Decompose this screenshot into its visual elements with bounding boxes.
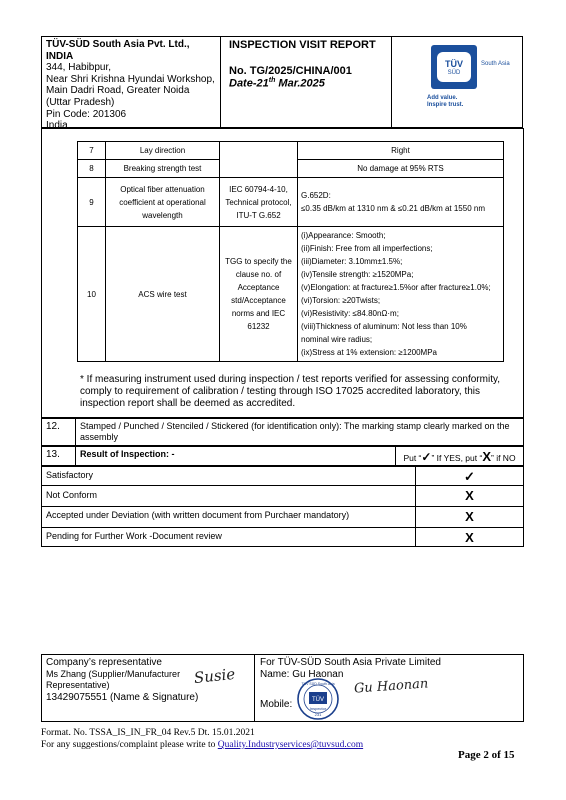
format-footer: [41, 727, 363, 751]
report-number: No. TG/2025/CHINA/001: [229, 65, 352, 77]
mobile-label: Mobile:: [260, 699, 293, 710]
inspector-stamp: [296, 677, 340, 721]
tuv-rep-cell: [256, 655, 523, 721]
signature: Susie: [193, 664, 237, 688]
test-item: Lay direction: [106, 142, 220, 160]
table-row: [78, 142, 504, 160]
x-mark: X: [465, 488, 474, 503]
company-rep-cell: [42, 655, 255, 721]
logo-block: [391, 36, 523, 128]
svg-text:TÜV: TÜV: [312, 697, 324, 703]
issuer-address-block: [41, 36, 221, 132]
svg-text:TÜV SÜD South Asia: TÜV SÜD South Asia: [301, 682, 335, 686]
svg-text:231: 231: [314, 712, 322, 717]
section-12-row: [41, 418, 524, 446]
test-standard: TGG to specify the clause no. of Acceptance std/Acceptance norms and IEC 61232: [220, 227, 298, 362]
test-requirement: G.652D: ≤0.35 dB/km at 1310 nm & ≤0.21 dB/km at 1550 nm: [298, 178, 504, 227]
result-legend: Put “✓” If YES, put “X” if NO: [403, 449, 516, 464]
signature: Gu Haonan: [353, 676, 429, 697]
test-requirement: (i)Appearance: Smooth; (ii)Finish: Free from all imperfections; (iii)Diameter: 3.10mm±1.5%; (iv)Tensile strength: ≥1520MPa; (v)Elongation: at fracture≥1.5%or after fracture≥1.0%; (vi)Torsion: ≥20Twists; (vi)Resistivity: ≤84.80nΩ·m; (viii)Thickness of aluminum: Not less than 10% nominal wire radius; (ix)Stress at 1% extension: ≥1200MPa: [298, 227, 504, 362]
result-option-label: Pending for Further Work -Document review: [42, 528, 416, 546]
company-name: TÜV-SÜD South Asia Pvt. Ltd., INDIA: [46, 39, 190, 62]
signature-box: [41, 654, 524, 722]
test-requirement: No damage at 95% RTS: [298, 160, 504, 178]
complaint-email-link[interactable]: Quality.Industryservices@tuvsud.com: [217, 740, 364, 750]
address-line: Main Dadri Road, Greater Noida: [46, 85, 190, 97]
result-option-label: Accepted under Deviation (with written document from Purchaer mandatory): [42, 507, 416, 527]
test-item: Optical fiber attenuation coefficient at operational wavelength: [106, 178, 220, 227]
report-date: Date-21th Mar.2025: [229, 77, 325, 90]
check-mark: ✓: [464, 469, 475, 484]
result-row: [41, 466, 524, 486]
section-number: 12.: [42, 419, 76, 445]
section-12-text: Stamped / Punched / Stenciled / Stickered (for identification only): The marking stamp clearly marked on the assembly: [80, 421, 510, 442]
x-mark: X: [465, 509, 474, 524]
page-number: Page 2 of 15: [458, 749, 515, 761]
company-rep-label: Company’s representative: [46, 657, 162, 668]
section-13-row: [41, 446, 524, 466]
row-no: 10: [78, 227, 106, 362]
table-row: [78, 227, 504, 362]
test-item: ACS wire test: [106, 227, 220, 362]
address-line: India: [46, 120, 68, 132]
row-no: 9: [78, 178, 106, 227]
table-row: [78, 178, 504, 227]
test-requirement: Right: [298, 142, 504, 160]
address-line: (Uttar Pradesh): [46, 96, 115, 108]
test-standard: [220, 142, 298, 178]
test-item: Breaking strength test: [106, 160, 220, 178]
svg-text:Inspector: Inspector: [309, 706, 327, 711]
tuv-rep-name: Name: Gu Haonan: [260, 668, 344, 680]
row-no: 7: [78, 142, 106, 160]
rep-phone: 13429075551 (Name & Signature): [46, 691, 199, 703]
rep-role: Representative): [46, 680, 110, 690]
row-no: 8: [78, 160, 106, 178]
result-row: [41, 506, 524, 528]
address-line: 344, Habibpur,: [46, 62, 112, 74]
report-title-block: [220, 36, 392, 128]
tuv-rep-label: For TÜV-SÜD South Asia Private Limited: [260, 657, 441, 668]
format-number: Format. No. TSSA_IS_IN_FR_04 Rev.5 Dt. 15.01.2021: [41, 728, 255, 738]
rep-name: Ms Zhang (Supplier/Manufacturer: [46, 668, 181, 679]
report-title: INSPECTION VISIT REPORT: [229, 39, 376, 51]
x-mark: X: [465, 530, 474, 545]
test-table: [77, 141, 504, 362]
test-standard: IEC 60794-4-10, Technical protocol, ITU-T G.652: [220, 178, 298, 227]
accreditation-note: * If measuring instrument used during inspection / test reports verified for assessing conformity, comply to requirement of calibration / testing through ISO 17025 accredited laboratory, this inspection report shall be deemed as accredited.: [80, 374, 501, 409]
address-line: Near Shri Krishna Hyundai Workshop,: [46, 73, 215, 85]
result-label: Result of Inspection: -: [76, 447, 396, 465]
result-row: [41, 527, 524, 547]
section-number: 13.: [42, 447, 76, 465]
result-option-label: Satisfactory: [42, 467, 416, 485]
result-row: [41, 485, 524, 507]
result-option-label: Not Conform: [42, 486, 416, 506]
tuv-sud-logo: TÜV SÜD South Asia Add value. Inspire trust.: [419, 43, 499, 113]
address-line: Pin Code: 201306: [46, 108, 127, 120]
complaint-line: For any suggestions/complaint please write to Quality.Industryservices@tuvsud.com: [41, 740, 364, 750]
